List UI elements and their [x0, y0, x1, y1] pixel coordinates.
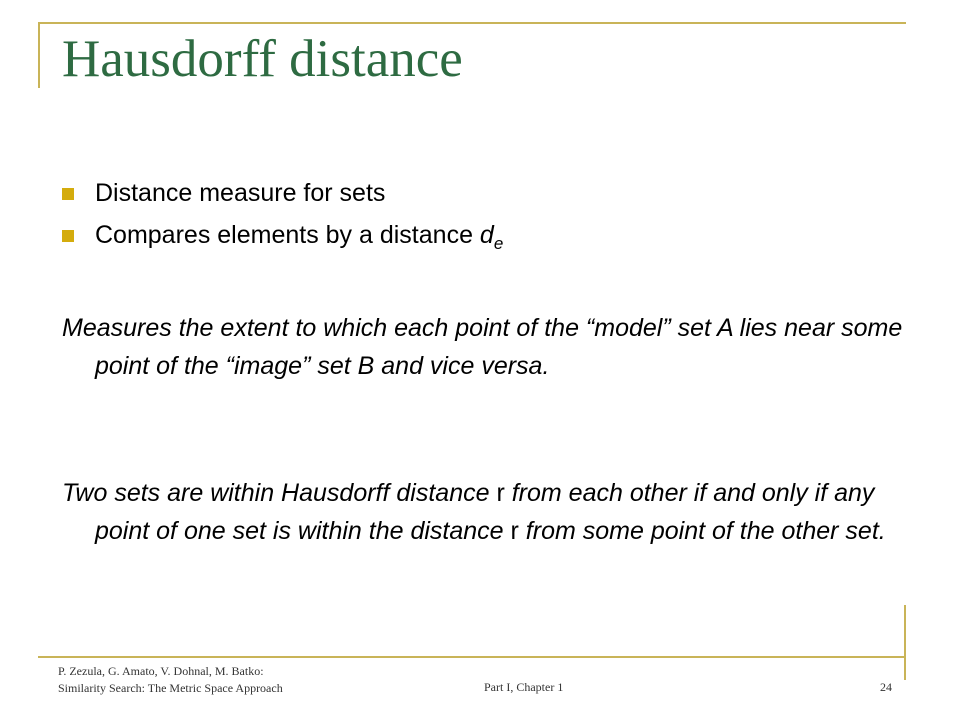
radius-symbol: r [496, 479, 505, 507]
frame-line-bottom [38, 656, 906, 658]
frame-line-left [38, 22, 40, 88]
bullet-text: Compares elements by a distance [95, 221, 480, 249]
footer-citation [58, 663, 283, 697]
footer-chapter: Part I, Chapter 1 [484, 680, 564, 694]
paragraph-text: Two sets are within Hausdorff distance [62, 479, 497, 507]
paragraph-text: from some point of the other set. [518, 517, 886, 545]
footer-book-title: Similarity Search: The Metric Space Approach [58, 681, 283, 695]
slide-title: Hausdorff distance [62, 30, 463, 88]
frame-line-top [38, 22, 906, 24]
bullet-item [62, 214, 882, 265]
footer-authors: P. Zezula, G. Amato, V. Dohnal, M. Batko: [58, 664, 264, 678]
frame-line-right [904, 605, 906, 680]
bullet-list [62, 172, 882, 265]
paragraph-within-distance [62, 474, 925, 550]
bullet-text: Distance measure for sets [95, 179, 386, 207]
bullet-item [62, 172, 882, 214]
distance-variable: d [479, 221, 494, 249]
page-number: 24 [880, 680, 892, 694]
paragraph-text: from each other if and only if any point of one set is within the distance [95, 479, 875, 545]
distance-subscript: e [493, 234, 504, 253]
square-bullet-icon [62, 230, 74, 242]
paragraph-measure-definition: Measures the extent to which each point of the “model” set A lies near some point of the “image” set B and vice versa. [62, 314, 903, 380]
square-bullet-icon [62, 188, 74, 200]
radius-symbol: r [510, 517, 519, 545]
